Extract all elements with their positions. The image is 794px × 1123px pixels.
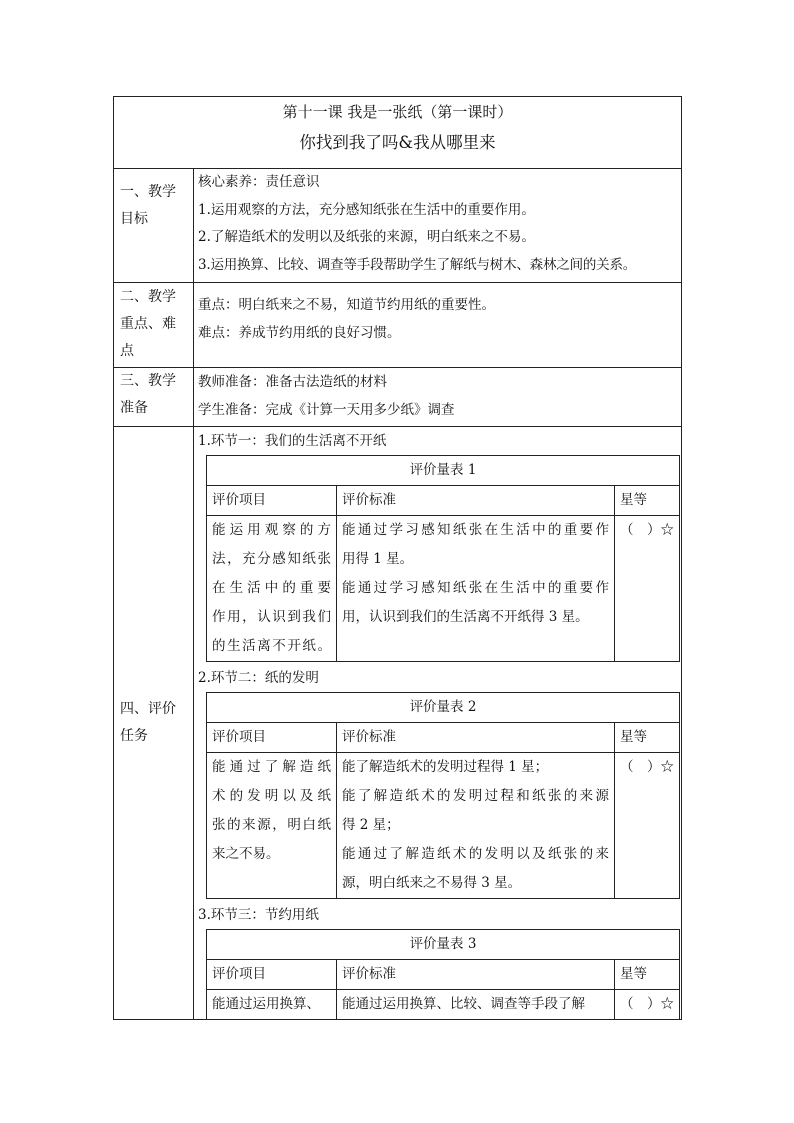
- rubric-2-col-item: 评价项目: [207, 723, 337, 753]
- prep-label: 三、教学 准备: [114, 368, 194, 427]
- evaluation-label: 四、评价 任务: [114, 427, 194, 1020]
- title-cell: [114, 97, 682, 169]
- prep-content: [194, 368, 682, 427]
- rubric-table-3: [206, 929, 680, 1019]
- rubric-2-col-criteria: 评价标准: [337, 723, 615, 753]
- rubric-3-item: 能通过运用换算、: [207, 990, 337, 1020]
- title-row: [114, 97, 682, 169]
- rubric-table-2: [206, 692, 680, 899]
- goal-2: 2.了解造纸术的发明以及纸张的来源，明白纸来之不易。: [198, 229, 535, 245]
- rubric-1-col-item: 评价项目: [207, 486, 337, 516]
- rubric-1-criteria: 能通过学习感知纸张在生活中的重要作 用得 1 星。 能通过学习感知纸张在生活中的重要作 用，认识到我们的生活离不开纸得 3 星。: [337, 516, 615, 662]
- student-prep: 学生准备：完成《计算一天用多少纸》调查: [198, 401, 455, 418]
- rubric-1-stars: （ ）☆: [615, 516, 680, 662]
- lesson-title: 第十一课 我是一张纸（第一课时）: [282, 103, 513, 121]
- keypoints-label: 二、教学 重点、难 点: [114, 283, 194, 368]
- section-1-heading: 1.环节一：我们的生活离不开纸: [198, 433, 387, 449]
- rubric-1-caption: 评价量表 1: [207, 456, 680, 486]
- rubric-3-criteria: 能通过运用换算、比较、调查等手段了解: [337, 990, 615, 1020]
- rubric-3-col-stars: 星等: [615, 960, 680, 990]
- goals-content: [194, 169, 682, 283]
- key-point: 重点：明白纸来之不易，知道节约用纸的重要性。: [198, 297, 495, 313]
- evaluation-content: [194, 427, 682, 1020]
- section-2-heading: 2.环节二：纸的发明: [198, 670, 319, 686]
- goal-core: 核心素养：责任意识: [198, 174, 320, 190]
- goal-3: 3.运用换算、比较、调查等手段帮助学生了解纸与树木、森林之间的关系。: [198, 256, 637, 273]
- goals-row: [114, 169, 682, 283]
- rubric-3-stars: （ ）☆: [615, 990, 680, 1020]
- teacher-prep: 教师准备：准备古法造纸的材料: [198, 374, 387, 390]
- rubric-2-criteria: 能了解造纸术的发明过程得 1 星； 能了解造纸术的发明过程和纸张的来源 得 2 星； 能通过了解造纸术的发明以及纸张的来 源，明白纸来之不易得 3 星。: [337, 753, 615, 899]
- rubric-1-col-stars: 星等: [615, 486, 680, 516]
- keypoints-row: [114, 283, 682, 368]
- keypoints-content: [194, 283, 682, 368]
- rubric-3-col-item: 评价项目: [207, 960, 337, 990]
- rubric-table-1: [206, 455, 680, 662]
- lesson-subtitle: 你找到我了吗&我从哪里来: [299, 133, 496, 152]
- rubric-1-col-criteria: 评价标准: [337, 486, 615, 516]
- evaluation-row: [114, 427, 682, 1020]
- rubric-2-item: 能通过了解造纸 术的发明以及纸 张的来源，明白纸 来之不易。: [207, 753, 337, 899]
- rubric-2-caption: 评价量表 2: [207, 693, 680, 723]
- rubric-3-col-criteria: 评价标准: [337, 960, 615, 990]
- difficult-point: 难点：养成节约用纸的良好习惯。: [198, 324, 401, 341]
- prep-row: [114, 368, 682, 427]
- section-3-heading: 3.环节三：节约用纸: [198, 907, 319, 923]
- rubric-3-caption: 评价量表 3: [207, 930, 680, 960]
- goal-1: 1.运用观察的方法，充分感知纸张在生活中的重要作用。: [198, 201, 535, 218]
- rubric-1-item: 能运用观察的方 法，充分感知纸张 在生活中的重要 作用，认识到我们 的生活离不开纸。: [207, 516, 337, 662]
- lesson-plan-table: [113, 96, 682, 1020]
- rubric-2-col-stars: 星等: [615, 723, 680, 753]
- goals-label: 一、教学 目标: [114, 169, 194, 283]
- rubric-2-stars: （ ）☆: [615, 753, 680, 899]
